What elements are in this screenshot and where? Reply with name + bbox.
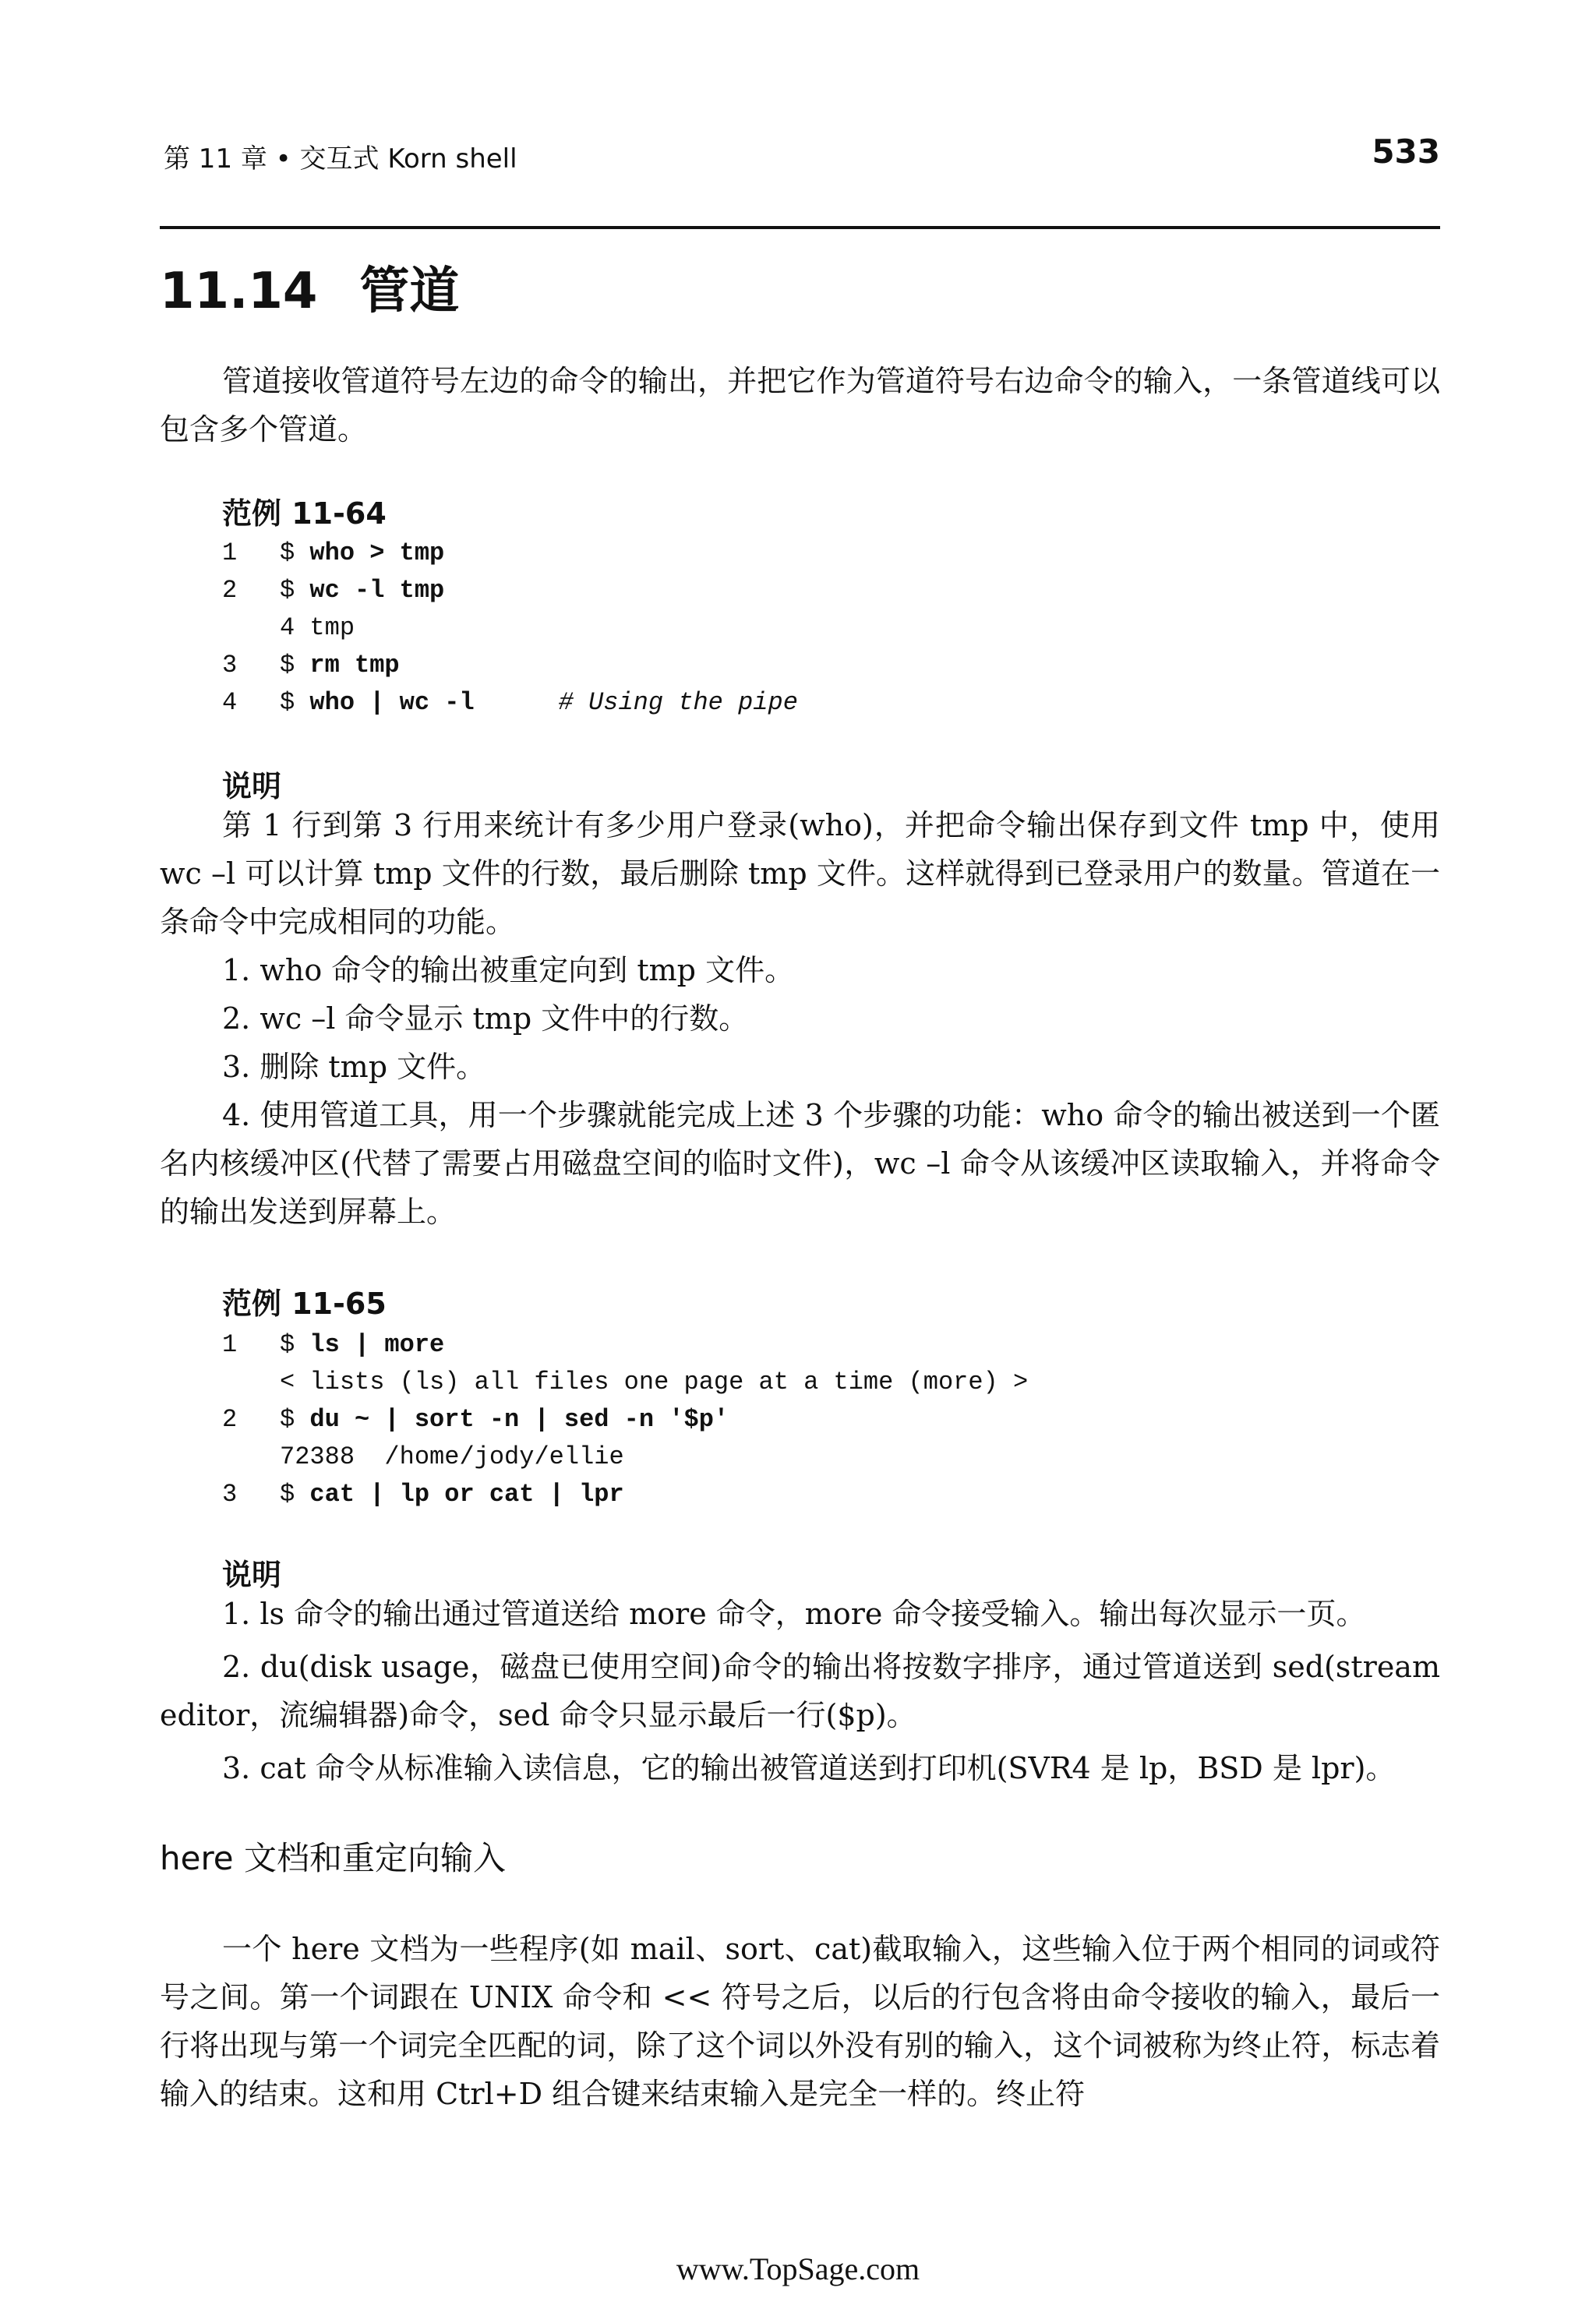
code-output: < lists (ls) all files one page at a time (more) >: [280, 1368, 1029, 1396]
page-number: 533: [1372, 132, 1440, 171]
subsection-paragraph: 一个 here 文档为一些程序(如 mail、sort、cat)截取输入，这些输入位于两个相同的词或符号之间。第一个词跟在 UNIX 命令和 << 符号之后，以后的行包含将由命令接收的输入，最后一行将出现与第一个词完全匹配的词，除了这个词以外没有别的输入，这个词被称为终止符，标志着输入的结束。这和用 Ctrl+D 组合键来结束输入是完全一样的。终止符: [160, 1932, 1440, 2111]
code-output: 4 tmp: [280, 613, 355, 642]
example-label: 范例 11-65: [222, 1287, 387, 1321]
section-title: [160, 251, 459, 323]
explanation-paragraph: 第 1 行到第 3 行用来统计有多少用户登录(who)，并把命令输出保存到文件 tmp 中，使用 wc –l 可以计算 tmp 文件的行数，最后删除 tmp 文件。这样就得到已登录用户的数量。管道在一条命令中完成相同的功能。: [160, 808, 1440, 939]
code-output: 72388 /home/jody/ellie: [280, 1442, 624, 1471]
code-line: 2 $ wc -l tmp: [222, 576, 445, 605]
footer-url: www.TopSage.com: [676, 2251, 920, 2286]
running-header: 第 11 章 • 交互式 Korn shell: [164, 143, 517, 175]
intro-paragraph: 管道接收管道符号左边的命令的输出，并把它作为管道符号右边命令的输入，一条管道线可以包含多个管道。: [160, 364, 1440, 447]
example-label: 范例 11-64: [222, 496, 387, 531]
section-number: 11.14: [160, 263, 318, 320]
list-item: 1. who 命令的输出被重定向到 tmp 文件。: [222, 953, 795, 987]
list-item: 2. wc –l 命令显示 tmp 文件中的行数。: [222, 1001, 749, 1036]
explanation-label: 说明: [222, 1558, 282, 1592]
code-comment: # Using the pipe: [558, 688, 798, 717]
list-item: 2. du(disk usage，磁盘已使用空间)命令的输出将按数字排序，通过管道送到 sed(stream editor，流编辑器)命令，sed 命令只显示最后一行($p)。: [160, 1650, 1440, 1732]
header-rule: [160, 226, 1440, 229]
code-block: [222, 535, 1313, 722]
code-line: 1 $ ls | more: [222, 1330, 445, 1359]
code-line: 4 $ who | wc -l # Using the pipe: [222, 688, 798, 717]
code-line: 3 $ rm tmp: [222, 651, 400, 680]
subsection-heading: here 文档和重定向输入: [160, 1839, 506, 1877]
code-line: 3 $ cat | lp or cat | lpr: [222, 1480, 624, 1509]
list-item: 1. ls 命令的输出通过管道送给 more 命令，more 命令接受输入。输出每次显示一页。: [222, 1597, 1366, 1631]
code-block: [222, 1326, 1313, 1513]
list-item: 4. 使用管道工具，用一个步骤就能完成上述 3 个步骤的功能：who 命令的输出被送到一个匿名内核缓冲区(代替了需要占用磁盘空间的临时文件)，wc –l 命令从该缓冲区读取输入，并将命令的输出发送到屏幕上。: [160, 1098, 1440, 1229]
code-line: 1 $ who > tmp: [222, 538, 445, 567]
list-item: 3. 删除 tmp 文件。: [222, 1050, 486, 1084]
section-title-text: 管道: [359, 263, 460, 320]
explanation-label: 说明: [222, 769, 282, 803]
code-line: 2 $ du ~ | sort -n | sed -n '$p': [222, 1405, 729, 1434]
list-item: 3. cat 命令从标准输入读信息，它的输出被管道送到打印机(SVR4 是 lp，BSD 是 lpr)。: [222, 1751, 1396, 1785]
